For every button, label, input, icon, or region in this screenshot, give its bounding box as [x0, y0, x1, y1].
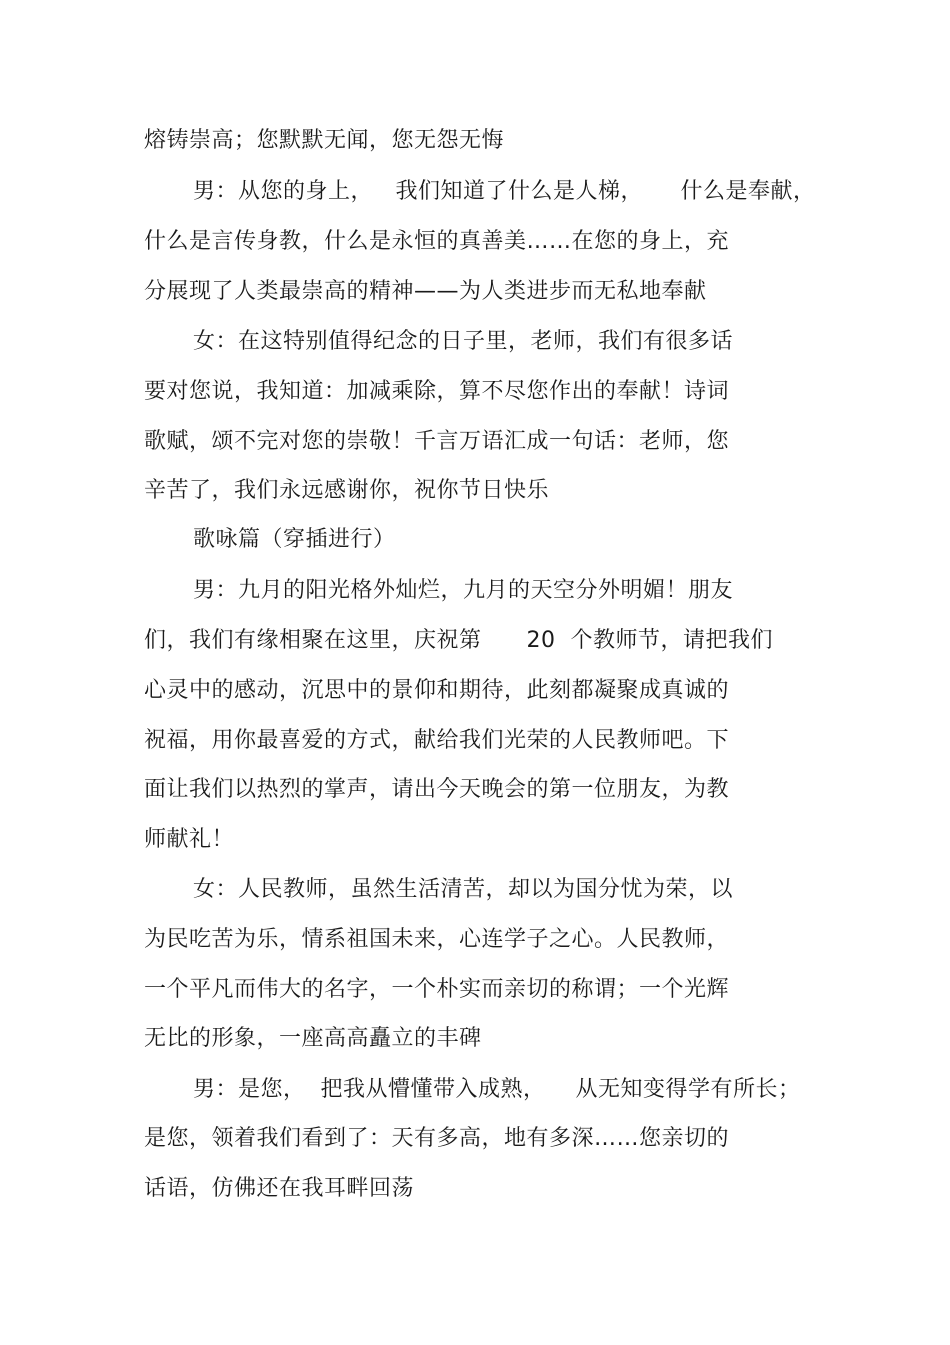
text-line-16: 女：人民教师，虽然生活清苦，却以为国分忧为荣，以 [193, 877, 734, 902]
text-line-2: 男：从您的身上， 我们知道了什么是人梯， 什么是奉献， [193, 179, 816, 204]
text-line-19: 无比的形象，一座高高矗立的丰碑 [144, 1026, 482, 1051]
text-line-7: 歌赋，颂不完对您的崇敬！千言万语汇成一句话：老师，您 [144, 429, 730, 454]
text-line-3: 什么是言传身教，什么是永恒的真善美……在您的身上，充 [144, 229, 730, 254]
text-line-22: 话语，仿佛还在我耳畔回荡 [144, 1176, 415, 1201]
section-heading: 歌咏篇（穿插进行） [193, 527, 396, 552]
text-line-13: 祝福，用你最喜爱的方式，献给我们光荣的人民教师吧。下 [144, 728, 730, 753]
text-line-20: 男：是您， 把我从懵懂带入成熟， 从无知变得学有所长； [193, 1077, 801, 1102]
text-line-5: 女：在这特别值得纪念的日子里，老师，我们有很多话 [193, 329, 734, 354]
text-line-14: 面让我们以热烈的掌声，请出今天晚会的第一位朋友，为教 [144, 777, 730, 802]
text-line-21: 是您，领着我们看到了：天有多高，地有多深……您亲切的 [144, 1126, 730, 1151]
text-line-17: 为民吃苦为乐，情系祖国未来，心连学子之心。人民教师， [144, 927, 730, 952]
text-line-18: 一个平凡而伟大的名字，一个朴实而亲切的称谓；一个光辉 [144, 977, 730, 1002]
text-line-10: 男：九月的阳光格外灿烂，九月的天空分外明媚！朋友 [193, 578, 734, 603]
text-line-12: 心灵中的感动，沉思中的景仰和期待，此刻都凝聚成真诚的 [144, 678, 730, 703]
text-line-1: 熔铸崇高；您默默无闻，您无怨无悔 [144, 128, 505, 153]
text-line-8: 辛苦了，我们永远感谢你，祝你节日快乐 [144, 478, 550, 503]
text-line-4: 分展现了人类最崇高的精神——为人类进步而无私地奉献 [144, 279, 707, 304]
text-line-11: 们，我们有缘相聚在这里，庆祝第 20 个教师节，请把我们 [144, 628, 773, 653]
text-line-15: 师献礼！ [144, 827, 235, 852]
text-line-6: 要对您说，我知道：加减乘除，算不尽您作出的奉献！诗词 [144, 379, 730, 404]
